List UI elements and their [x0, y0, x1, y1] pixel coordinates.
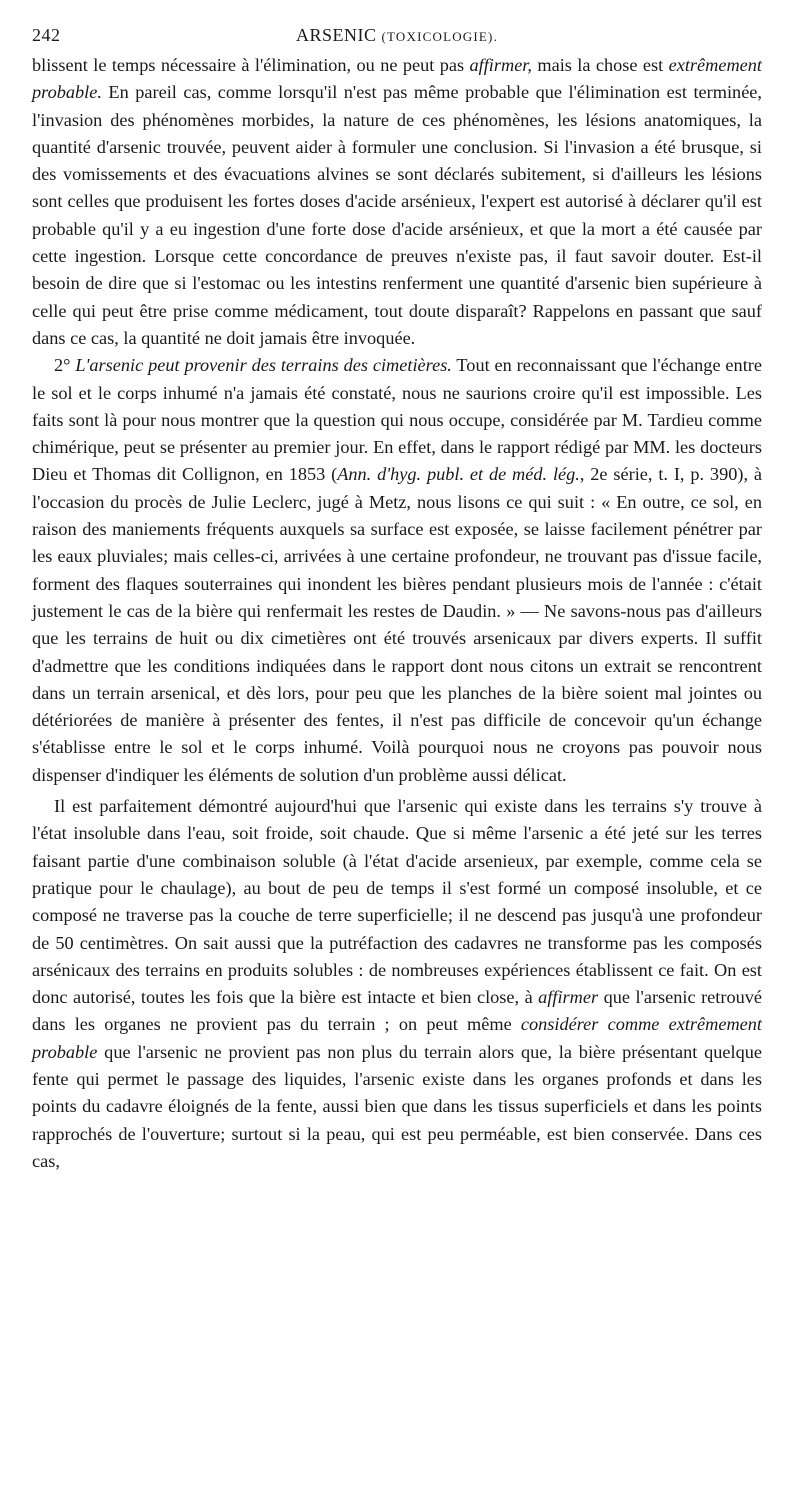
- page-header: [32, 18, 762, 52]
- text-run: En pareil cas, comme lorsqu'il n'est pas même probable que l'élimination est terminée, l'invasion des phénomènes morbides, la nature de ces phénomènes, les lésions anatomiques, la quantité d'arsenic trouvée, peuvent aider à formuler une conclusion. Si l'invasion a été brusque, si des vomissements et des évacuations alvines se sont déclarés subitement, si d'ailleurs les lésions sont celles que produisent les fortes doses d'acide arsénieux, l'expert est autorisé à déclarer qu'il est probable qu'il y a eu ingestion d'une forte dose d'acide arsénieux, et que la mort a été causée par cette ingestion. Lorsque cette concordance de preuves n'existe pas, il faut savoir douter. Est-il besoin de dire que si l'estomac ou les intestins renferment une quantité d'arsenic bien supérieure à celle qui peut être prise comme médicament, tout doute disparaît? Rappelons en passant que sauf dans ce cas, la quantité ne doit jamais être invoquée.: [32, 82, 762, 348]
- text-run: que l'arsenic retrouvé dans les organes ne provient pas du terrain ; on peut même: [32, 987, 762, 1035]
- page-number: 242: [32, 25, 61, 45]
- running-subtitle: (TOXICOLOGIE).: [381, 29, 499, 44]
- italic-text: extrêmement probable.: [32, 55, 762, 103]
- text-run: mais la chose est: [531, 55, 669, 75]
- italic-text: affirmer: [538, 987, 599, 1008]
- italic-text: considérer comme extrêmement probable: [32, 1014, 762, 1062]
- paragraph: [32, 52, 762, 352]
- italic-text: Ann. d'hyg. publ. et de méd. lég.: [337, 464, 580, 485]
- text-run: blissent le temps nécessaire à l'élimination, ou ne peut pas: [32, 55, 470, 75]
- text-run: Il est parfaitement démontré aujourd'hui que l'arsenic qui existe dans les terrains s'y trouve à l'état insoluble dans l'eau, soit froide, soit chaude. Que si même l'arsenic a été jeté sur les terres faisant partie d'une combinaison soluble (à l'état d'acide arsenieux, par exemple, comme cela se pratique pour le chaulage), au bout de peu de temps il s'est formé un composé insoluble, et ce composé ne traverse pas la couche de terre superficielle; il ne descend pas jusqu'à une profondeur de 50 centimètres. On sait aussi que la putréfaction des cadavres ne transforme pas les composés arsénicaux des terrains en produits solubles : de nombreuses expériences établissent ce fait. On est donc autorisé, toutes les fois que la bière est intacte et bien close, à: [32, 796, 762, 1008]
- text-run: Tout en reconnaissant que l'échange entre le sol et le corps inhumé n'a jamais été constaté, nous ne saurions croire qu'il est impossible. Les faits sont là pour nous montrer que la question qui nous occupe, considérée par M. Tardieu comme chimérique, peut se présenter au premier jour. En effet, dans le rapport rédigé par MM. les docteurs Dieu et Thomas dit Collignon, en 1853 (: [32, 355, 762, 485]
- text-run: , 2e série, t. I, p. 390), à l'occasion du procès de Julie Leclerc, jugé à Metz, nous lisons ce qui suit : « En outre, ce sol, en raison des maniements fréquents auxquels sa surface est exposée, se laisse facilement pénétrer par les eaux pluviales; mais celles-ci, arrivées à une certaine profondeur, ne trouvant pas d'issue facile, forment des flaques souterraines qui inondent les bières pendant plusieurs mois de l'année : c'était justement le cas de la bière qui renfermait les restes de Daudin. » — Ne savons-nous pas d'ailleurs que les terrains de huit ou dix cimetières ont été trouvés arsenicaux par divers experts. Il suffit d'admettre que les conditions indiquées dans le rapport dont nous citons un extrait se rencontrent dans un terrain arsenical, et dès lors, pour peu que les planches de la bière soient mal jointes ou détériorées de manière à présenter des fentes, il n'est pas difficile de concevoir qu'un échange s'établisse entre le sol et le corps inhumé. Voilà pourquoi nous ne croyons pas pouvoir nous dispenser d'indiquer les éléments de solution d'un problème aussi délicat.: [32, 464, 762, 785]
- italic-text: L'arsenic peut provenir des terrains des cimetières.: [75, 355, 452, 376]
- running-head: [32, 22, 762, 50]
- book-page: [32, 18, 762, 1175]
- text-run: 2°: [54, 355, 76, 376]
- text-run: que l'arsenic ne provient pas non plus du terrain alors que, la bière présentant quelque fente qui permet le passage des liquides, l'arsenic existe dans les organes profonds et dans les points du cadavre éloignés de la fente, aussi bien que dans les tissus superficiels et dans les points rapprochés de l'ouverture; surtout si la peau, qui est peu perméable, est bien conservée. Dans ces cas,: [32, 1041, 762, 1171]
- running-title: ARSENIC: [295, 25, 377, 45]
- italic-text: affirmer,: [469, 55, 532, 75]
- paragraph: [32, 793, 762, 1175]
- paragraph: [32, 352, 762, 789]
